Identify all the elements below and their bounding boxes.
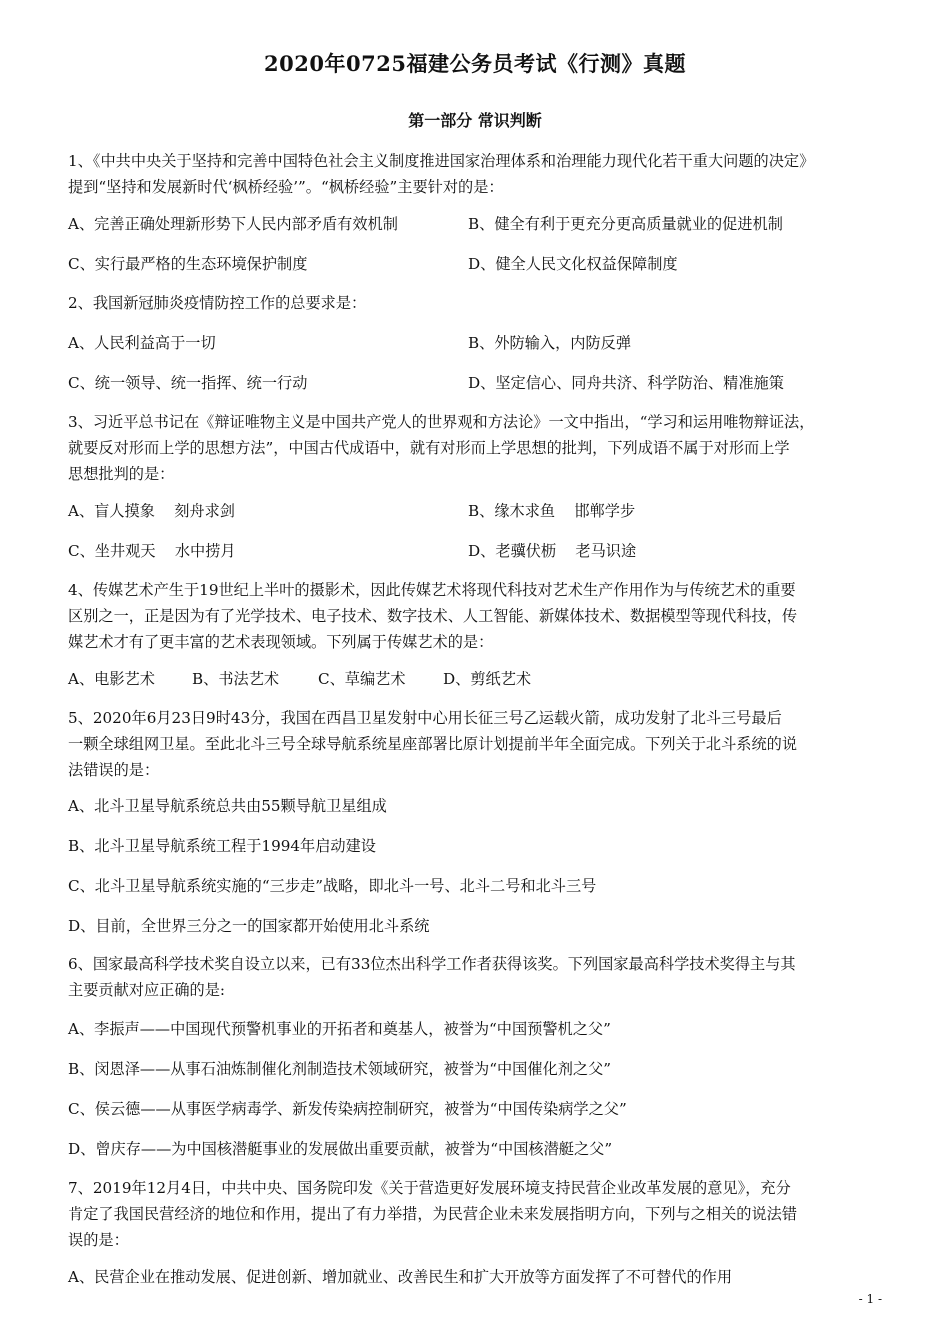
- q6-option-a: A、李振声——中国现代预警机事业的开拓者和奠基人，被誉为“中国预警机之父”: [68, 1020, 611, 1038]
- q6-option-b: B、闵恩泽——从事石油炼制催化剂制造技术领域研究，被誉为“中国催化剂之父”: [68, 1060, 612, 1078]
- section-heading: 第一部分 常识判断: [408, 111, 542, 130]
- q3-option-d: D、老骥伏枥 老马识途: [468, 542, 637, 560]
- q5-stem-line-3: 法错误的是：: [68, 761, 160, 779]
- q7-option-a: A、民营企业在推动发展、促进创新、增加就业、改善民生和扩大开放等方面发挥了不可替代的作用: [68, 1268, 733, 1286]
- q7-stem-line-3: 误的是：: [68, 1231, 129, 1249]
- q7-stem-line-1: 7、2019年12月4日，中共中央、国务院印发《关于营造更好发展环境支持民营企业改革发展的意见》，充分: [68, 1179, 791, 1197]
- q4-option-b: B、书法艺术: [192, 670, 280, 688]
- q4-stem-line-3: 媒艺术才有了更丰富的艺术表现领域。下列属于传媒艺术的是：: [68, 633, 494, 651]
- q6-option-d: D、曾庆存——为中国核潜艇事业的发展做出重要贡献，被誉为“中国核潜艇之父”: [68, 1140, 613, 1158]
- q5-option-a: A、北斗卫星导航系统总共由55颗导航卫星组成: [68, 797, 387, 815]
- q6-option-c: C、侯云德——从事医学病毒学、新发传染病控制研究，被誉为“中国传染病学之父”: [68, 1100, 627, 1118]
- q2-option-d: D、坚定信心、同舟共济、科学防治、精准施策: [468, 374, 784, 392]
- q2-option-b: B、外防输入，内防反弹: [468, 334, 632, 352]
- q2-option-c: C、统一领导、统一指挥、统一行动: [68, 374, 308, 392]
- q2-option-a: A、人民利益高于一切: [68, 334, 216, 352]
- q3-option-c: C、坐井观天 水中捞月: [68, 542, 236, 560]
- q4-option-a: A、电影艺术: [68, 670, 155, 688]
- q4-stem-line-2: 区别之一，正是因为有了光学技术、电子技术、数字技术、人工智能、新媒体技术、数据模型等现代科技，传: [68, 607, 797, 625]
- q5-option-c: C、北斗卫星导航系统实施的“三步走”战略，即北斗一号、北斗二号和北斗三号: [68, 877, 597, 895]
- q3-stem-line-1: 3、习近平总书记在《辩证唯物主义是中国共产党人的世界观和方法论》一文中指出，“学习和运用唯物辩证法，: [68, 413, 815, 431]
- q5-option-d: D、目前，全世界三分之一的国家都开始使用北斗系统: [68, 917, 430, 935]
- q1-stem-line-2: 提到“坚持和发展新时代‘枫桥经验’”。“枫桥经验”主要针对的是：: [68, 178, 504, 196]
- q4-stem-line-1: 4、传媒艺术产生于19世纪上半叶的摄影术，因此传媒艺术将现代科技对艺术生产作用作为与传统艺术的重要: [68, 581, 796, 599]
- q1-option-a: A、完善正确处理新形势下人民内部矛盾有效机制: [68, 215, 398, 233]
- q3-option-b: B、缘木求鱼 邯郸学步: [468, 502, 636, 520]
- q7-stem-line-2: 肯定了我国民营经济的地位和作用，提出了有力举措，为民营企业未来发展指明方向，下列与之相关的说法错: [68, 1205, 797, 1223]
- q4-option-d: D、剪纸艺术: [443, 670, 532, 688]
- q3-stem-line-2: 就要反对形而上学的思想方法”，中国古代成语中，就有对形而上学思想的批判，下列成语不属于对形而上学: [68, 439, 790, 457]
- document-title: 2020年0725福建公务员考试《行测》真题: [264, 51, 686, 76]
- q5-stem-line-1: 5、2020年6月23日9时43分，我国在西昌卫星发射中心用长征三号乙运载火箭，成功发射了北斗三号最后: [68, 709, 782, 727]
- q6-stem-line-2: 主要贡献对应正确的是:: [68, 981, 225, 999]
- q5-option-b: B、北斗卫星导航系统工程于1994年启动建设: [68, 837, 376, 855]
- q2-stem-line-1: 2、我国新冠肺炎疫情防控工作的总要求是：: [68, 294, 367, 312]
- q4-option-c: C、草编艺术: [318, 670, 406, 688]
- q6-stem-line-1: 6、国家最高科学技术奖自设立以来，已有33位杰出科学工作者获得该奖。下列国家最高科学技术奖得主与其: [68, 955, 796, 973]
- q1-option-c: C、实行最严格的生态环境保护制度: [68, 255, 308, 273]
- q1-stem-line-1: 1、《中共中央关于坚持和完善中国特色社会主义制度推进国家治理体系和治理能力现代化若干重大问题的决定》: [68, 152, 815, 170]
- q1-option-b: B、健全有利于更充分更高质量就业的促进机制: [468, 215, 783, 233]
- q3-option-a: A、盲人摸象 刻舟求剑: [68, 502, 235, 520]
- page-number: - 1 -: [858, 1292, 882, 1306]
- q5-stem-line-2: 一颗全球组网卫星。至此北斗三号全球导航系统星座部署比原计划提前半年全面完成。下列关于北斗系统的说: [68, 735, 797, 753]
- q3-stem-line-3: 思想批判的是：: [68, 465, 175, 483]
- q1-option-d: D、健全人民文化权益保障制度: [468, 255, 678, 273]
